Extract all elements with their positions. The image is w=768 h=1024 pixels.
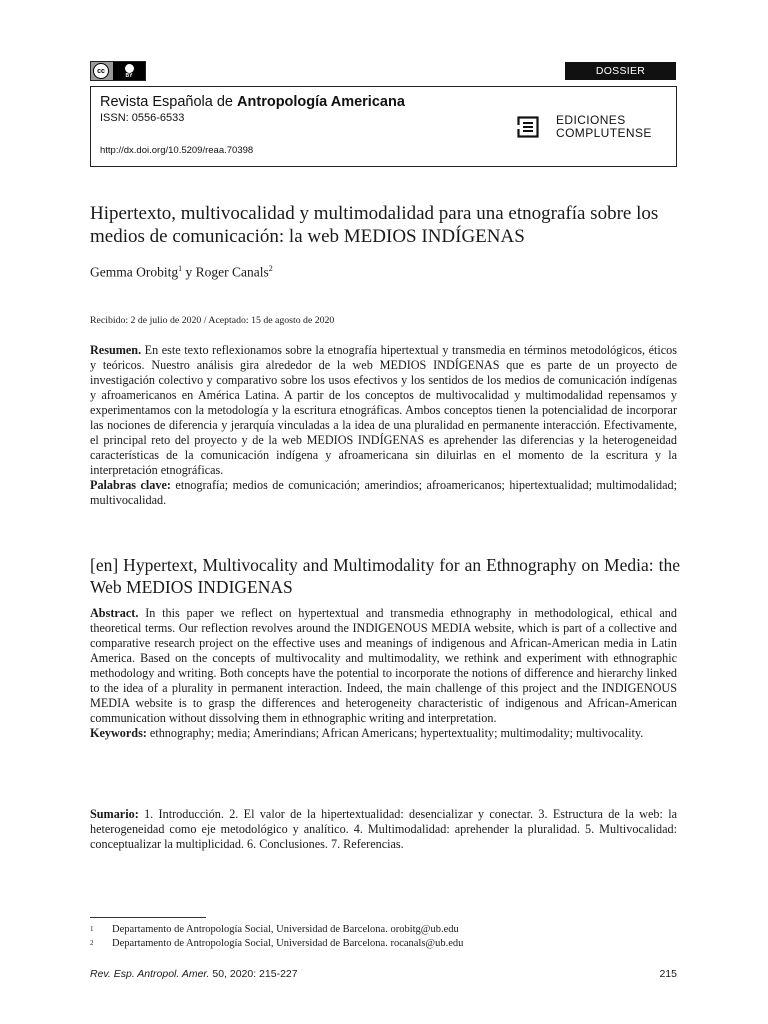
cc-icon: cc <box>93 63 109 79</box>
footnote-1-text: Departamento de Antropología Social, Universidad de Barcelona. orobitg@ub.edu <box>112 924 459 935</box>
received-dates: Recibido: 2 de julio de 2020 / Aceptado: 15 de agosto de 2020 <box>90 315 335 326</box>
dossier-label: DOSSIER <box>565 62 676 80</box>
article-title: Hipertexto, multivocalidad y multimodalidad para una etnografía sobre los medios de comunicación: la web MEDIOS INDÍGENAS <box>90 203 659 247</box>
ediciones-complutense-logo-icon <box>517 116 539 138</box>
journal-title-name: Antropología Americana <box>237 94 405 110</box>
footnote-divider <box>90 917 206 918</box>
journal-title <box>100 94 405 110</box>
author-1: Gemma Orobitg <box>90 264 179 280</box>
publisher-name <box>556 114 652 140</box>
cc-by-license-icon[interactable] <box>90 61 146 81</box>
sumario <box>90 807 677 852</box>
footnote-2-text: Departamento de Antropología Social, Universidad de Barcelona. rocanals@ub.edu <box>112 938 464 949</box>
keywords-es-label: Palabras clave: <box>90 478 171 492</box>
english-title: [en] Hypertext, Multivocality and Multimodality for an Ethnography on Media: the Web MEDIOS INDIGENAS <box>90 555 680 597</box>
issn: ISSN: 0556-6533 <box>100 112 185 124</box>
author-2-note: 2 <box>268 264 273 273</box>
sumario-text: 1. Introducción. 2. El valor de la hipertextualidad: desencializar y conectar. 3. Estructura de la web: la heterogeneidad como eje metodológico y analítico. 4. Multimodalidad: aprehender la pluralidad. 5. Multivocalidad: conceptualizar la multiplicidad. 6. Conclusiones. 7. Referencias. <box>90 807 677 851</box>
abstract-es <box>90 343 677 508</box>
footer-citation <box>90 968 298 980</box>
author-separator: y <box>182 264 196 280</box>
keywords-es: etnografía; medios de comunicación; amerindios; afroamericanos; hipertextualidad; multimodalidad; multivocalidad. <box>90 478 677 507</box>
author-2: Roger Canals <box>195 264 269 280</box>
abstract-en-text: In this paper we reflect on hypertextual and transmedia ethnography in methodological, ethical and theoretical terms. Our reflection revolves around the INDIGENOUS MEDIA website, which is part of a collective and comparative research project on the effective uses and meanings of indigenous and African-American media in Latin America. Based on the concepts of multivocality and multimodality, we rethink and experiment with ethnographic methodology and writing. Both concepts have the potential to incorporate the notions of difference and hierarchy linked to the idea of a plurality in permanent interaction. Indeed, the main challenge of this project and the INDIGENOUS MEDIA website is to grasp the differences and heterogeneity characteristic of indigenous and African-American communication without dissolving them in ethnographic writing and interpretation. <box>90 606 677 725</box>
footnote-2-number: 2 <box>90 939 94 947</box>
footnote-1 <box>90 923 459 936</box>
journal-title-prefix: Revista Española de <box>100 94 238 110</box>
abstract-en-label: Abstract. <box>90 606 139 620</box>
authors <box>90 264 273 281</box>
abstract-es-text: En este texto reflexionamos sobre la etnografía hipertextual y transmedia en términos metodológicos, éticos y teóricos. Nuestro análisis gira alrededor de la web MEDIOS INDÍGENAS que es parte de un proyecto de investigación colectivo y comparativo sobre los usos efectivos y los sentidos de los medios de comunicación indígenas y afroamericanos en América Latina. A partir de los conceptos de multivocalidad y multimodalidad repensamos y experimentamos con la metodología y la escritura etnográficas. Ambos conceptos tienen la potencialidad de incorporar las nociones de diferencia y jerarquía vinculadas a la idea de una pluralidad en permanente interacción. Efectivamente, el principal reto del proyecto y de la web MEDIOS INDÍGENAS es aprehender las diferencias y la heterogeneidad características de la comunicación indígena y afroamericana sin diluirlas en el momento de la escritura y la interpretación etnográficas. <box>90 343 678 477</box>
footer-journal-abbrev: Rev. Esp. Antropol. Amer. <box>90 968 210 980</box>
abstract-en <box>90 606 677 741</box>
keywords-en-label: Keywords: <box>90 726 147 740</box>
abstract-es-label: Resumen. <box>90 343 142 357</box>
publisher-line2: COMPLUTENSE <box>556 126 652 140</box>
sumario-label: Sumario: <box>90 807 139 821</box>
publisher-line1: EDICIONES <box>556 113 626 127</box>
doi-link[interactable]: http://dx.doi.org/10.5209/reaa.70398 <box>100 145 254 156</box>
keywords-en: ethnography; media; Amerindians; African Americans; hypertextuality; multimodality; multivocality. <box>149 726 644 740</box>
page-number: 215 <box>659 968 677 980</box>
footnote-2 <box>90 937 463 950</box>
footer-citation-detail: 50, 2020: 215-227 <box>209 968 298 980</box>
footnote-1-number: 1 <box>90 925 94 933</box>
by-icon: BY <box>113 62 145 80</box>
author-1-note: 1 <box>178 264 183 273</box>
